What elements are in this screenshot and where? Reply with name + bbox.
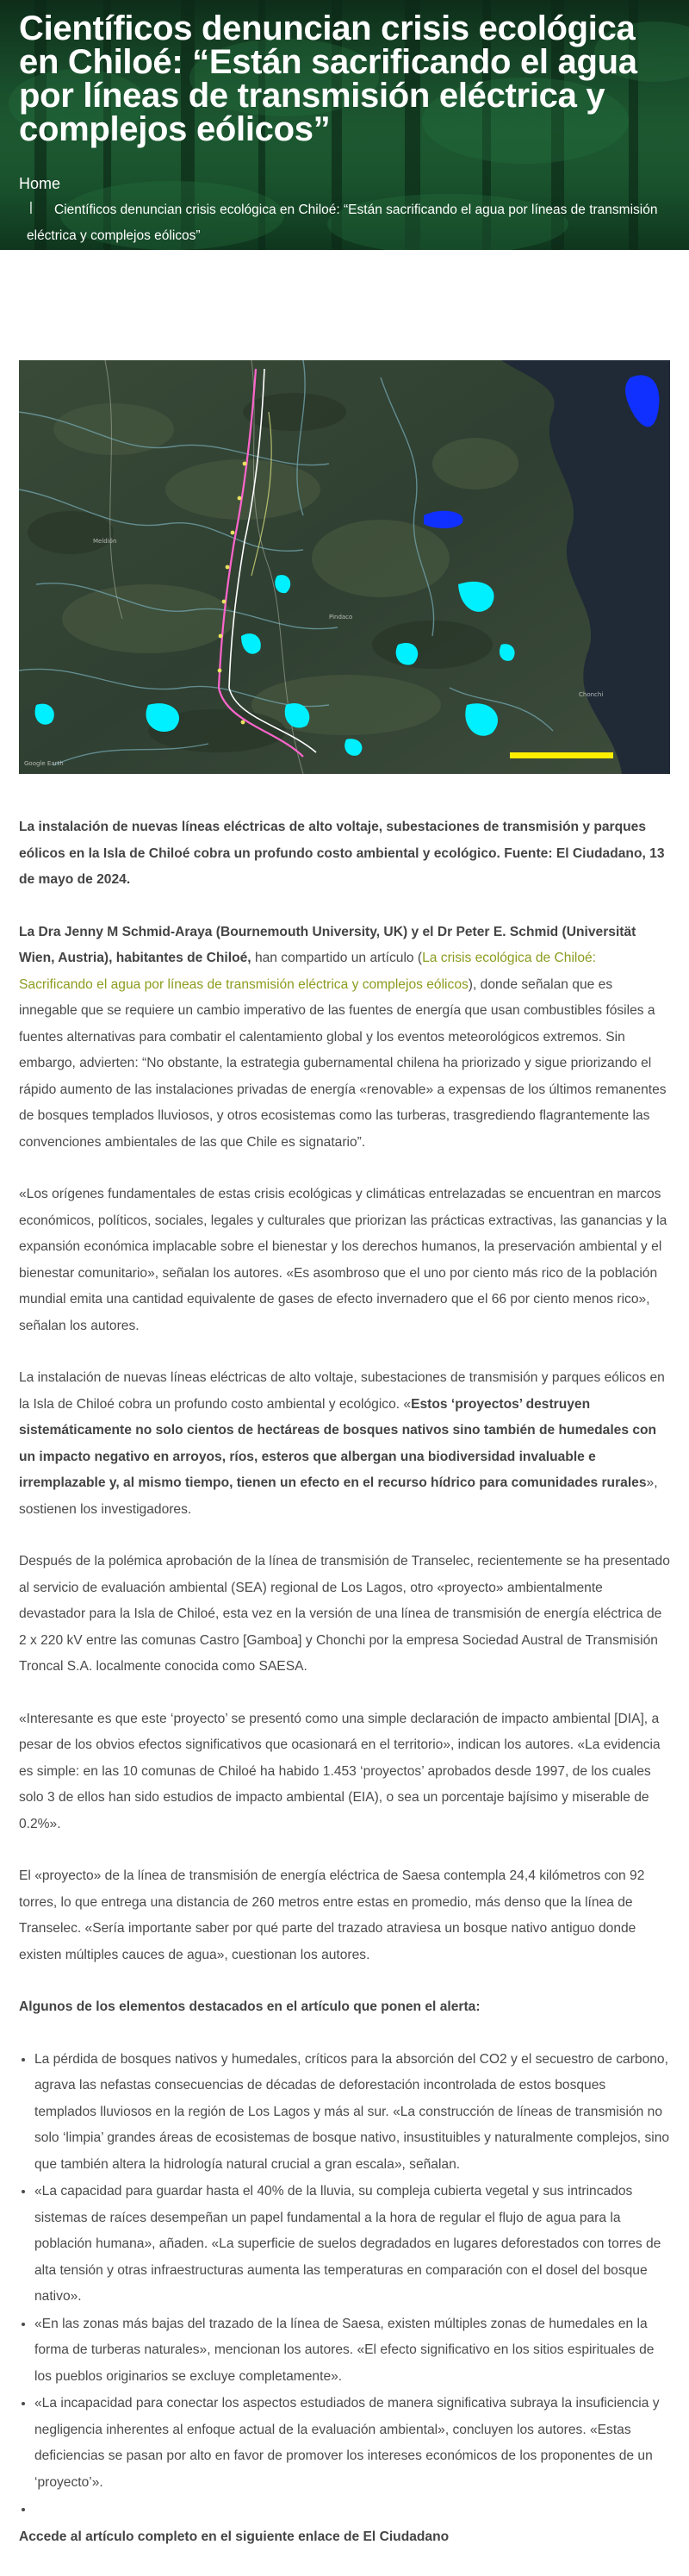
list-item: • La pérdida de bosques nativos y humedales, críticos para la absorción del CO2 y el secuestro de carbono, agrava las nefastas consecuencias de décadas de deforestación incontrolada de estos bosques templados lluviosos en la región de Los Lagos y más al sur. «La construcción de líneas de transmisión no solo ‘limpia’ grandes áreas de ecosistemas de bosque nativo, insustituibles y naturalmente complejos, sino que también altera la hidrología natural crucial a gran escala», señalan. <box>34 2047 670 2179</box>
page-title: Científicos denuncian crisis ecológica en Chiloé: “Están sacrificando el agua por líneas de transmisión eléctrica y complejos eólicos” <box>19 9 637 148</box>
svg-text:Pindaco: Pindaco <box>329 614 353 621</box>
list-heading: Algunos de los elementos destacados en el artículo que ponen el alerta: <box>19 1999 481 2014</box>
paragraph-installation: La instalación de nuevas líneas eléctricas de alto voltaje, subestaciones de transmisión y parques eólicos en la Isla de Chiloé cobra un profundo costo ambiental y ecológico. «Estos ‘proyectos’ destruyen sistemáticamente no solo cientos de hectáreas de bosques nativos sino también de humedales con un impacto negativo en arroyos, ríos, esteros que albergan una biodiversidad invaluable e irremplazable y, al mismo tiempo, tienen un efecto en el recurso hídrico para comunidades rurales», sostienen los investigadores. <box>19 1370 665 1517</box>
paragraph-dia: «Interesante es que este ‘proyecto’ se presentó como una simple declaración de impacto ambiental [DIA], a pesar de los obvios efectos significativos que ocasionará en el territorio», indican los autores. «La evidencia es simple: en las 10 comunas de Chiloé ha habido 1.453 ‘proyectos’ aprobados desde 1997, de los cuales solo 3 de ellos han sido estudios de impacto ambiental (EIA), o sea un porcentaje bajísimo y miserable de 0.2%». <box>19 1711 661 1831</box>
article-lead: La instalación de nuevas líneas eléctricas de alto voltaje, subestaciones de transmisión y parques eólicos en la Isla de Chiloé cobra un profundo costo ambiental y ecológico. Fuente: El Ciudadano, 13 de mayo de 2024. <box>19 820 665 887</box>
list-item: • «La capacidad para guardar hasta el 40% de la lluvia, su compleja cubierta vegetal y sus intrincados sistemas de raíces desempeñan un papel fundamental a la hora de regular el flujo de agua para la población humana», añaden. «La superficie de suelos degradados en lugares deforestados con torres de alta tensión y otras infraestructuras aumenta las temperaturas en comparación con el dosel del bosque nativo». <box>34 2179 670 2311</box>
svg-text:Meldión: Meldión <box>93 538 117 545</box>
paragraph-origins: «Los orígenes fundamentales de estas crisis ecológicas y climáticas entrelazadas se encuentran en marcos económicos, políticos, sociales, legales y culturales que priorizan las prácticas extractivas, las ganancias y la expansión económica implacable sobre el bienestar y los derechos humanos, la preservación ambiental y el bienestar comunitario», señalan los autores. «Es asombroso que el uno por ciento más rico de la población mundial emita una cantidad equivalente de gases de efecto invernadero que el 66 por ciento menos rico», señalan los autores. <box>19 1187 667 1333</box>
list-item: • «En las zonas más bajas del trazado de la línea de Saesa, existen múltiples zonas de humedales en la forma de turberas naturales», mencionan los autores. «El efecto significativo en los sitios espirituales de los pueblos originarios se excluye completamente». <box>34 2311 670 2391</box>
satellite-map-image <box>19 360 670 774</box>
svg-text:Chonchi: Chonchi <box>579 691 604 698</box>
source-article-link[interactable]: La crisis ecológica de Chiloé: Sacrificando el agua por líneas de transmisión eléctrica y complejos eólicos <box>19 951 597 992</box>
paragraph-towers: El «proyecto» de la línea de transmisión de energía eléctrica de Saesa contempla 24,4 kilómetros con 92 torres, lo que entrega una distancia de 260 metros entre estas en promedio, más denso que la línea de Transelec. «Sería importante saber por qué parte del trazado atraviesa un bosque nativo antiguo donde existen múltiples cauces de agua», cuestionan los autores. <box>19 1868 645 1962</box>
svg-text:Google Earth: Google Earth <box>24 760 64 767</box>
hero-banner <box>0 0 689 250</box>
paragraph-saesa-project: Después de la polémica aprobación de la línea de transmisión de Transelec, recientemente se ha presentado al servicio de evaluación ambiental (SEA) regional de Los Lagos, otro «proyecto» ambientalmente devastador para la Isla de Chiloé, esta vez en la versión de una línea de transmisión de energía eléctrica de 2 x 220 kV entre las comunas Castro [Gamboa] y Chonchi por la empresa Sociedad Austral de Transmisión Troncal S.A. localmente conocida como SAESA. <box>19 1554 670 1674</box>
list-item: • «La incapacidad para conectar los aspectos estudiados de manera significativa subraya la insuficiencia y negligencia inherentes al enfoque actual de la evaluación ambiental», concluyen los autores. «Estas deficiencias se pasan por alto en favor de promover los intereses económicos de los proponentes de un ‘proyecto’». <box>34 2391 670 2496</box>
map-drawing <box>19 360 670 774</box>
highlights-list <box>19 2047 670 2523</box>
breadcrumb-separator: | <box>29 200 33 215</box>
list-item <box>34 2497 670 2523</box>
article-body <box>19 814 670 2576</box>
full-article-link[interactable]: Accede al artículo completo en el siguiente enlace de El Ciudadano <box>19 2529 450 2544</box>
breadcrumb-home-link[interactable]: Home <box>19 175 61 192</box>
breadcrumb-current: Científicos denuncian crisis ecológica en Chiloé: “Están sacrificando el agua por líneas de transmisión eléctrica y complejos eólicos” <box>27 203 658 243</box>
paragraph-authors: La Dra Jenny M Schmid-Araya (Bournemouth University, UK) y el Dr Peter E. Schmid (Universität Wien, Austria), habitantes de Chiloé, han compartido un artículo (La crisis ecológica de Chiloé: Sacrificando el agua por líneas de transmisión eléctrica y complejos eólicos), donde señalan que es innegable que se requiere un cambio imperativo de las fuentes de energía que usan combustibles fósiles a fuentes alternativas para combatir el calentamiento global y los eventos meteorológicos extremos. Sin embargo, advierten: “No obstante, la estrategia gubernamental chilena ha priorizado y sigue priorizando el rápido aumento de las instalaciones privadas de energía «renovable» a expensas de los últimos remanentes de bosques templados lluviosos, y otros ecosistemas como las turberas, trasgrediendo flagrantemente las convenciones ambientales de las que Chile es signatario”. <box>19 924 667 1150</box>
